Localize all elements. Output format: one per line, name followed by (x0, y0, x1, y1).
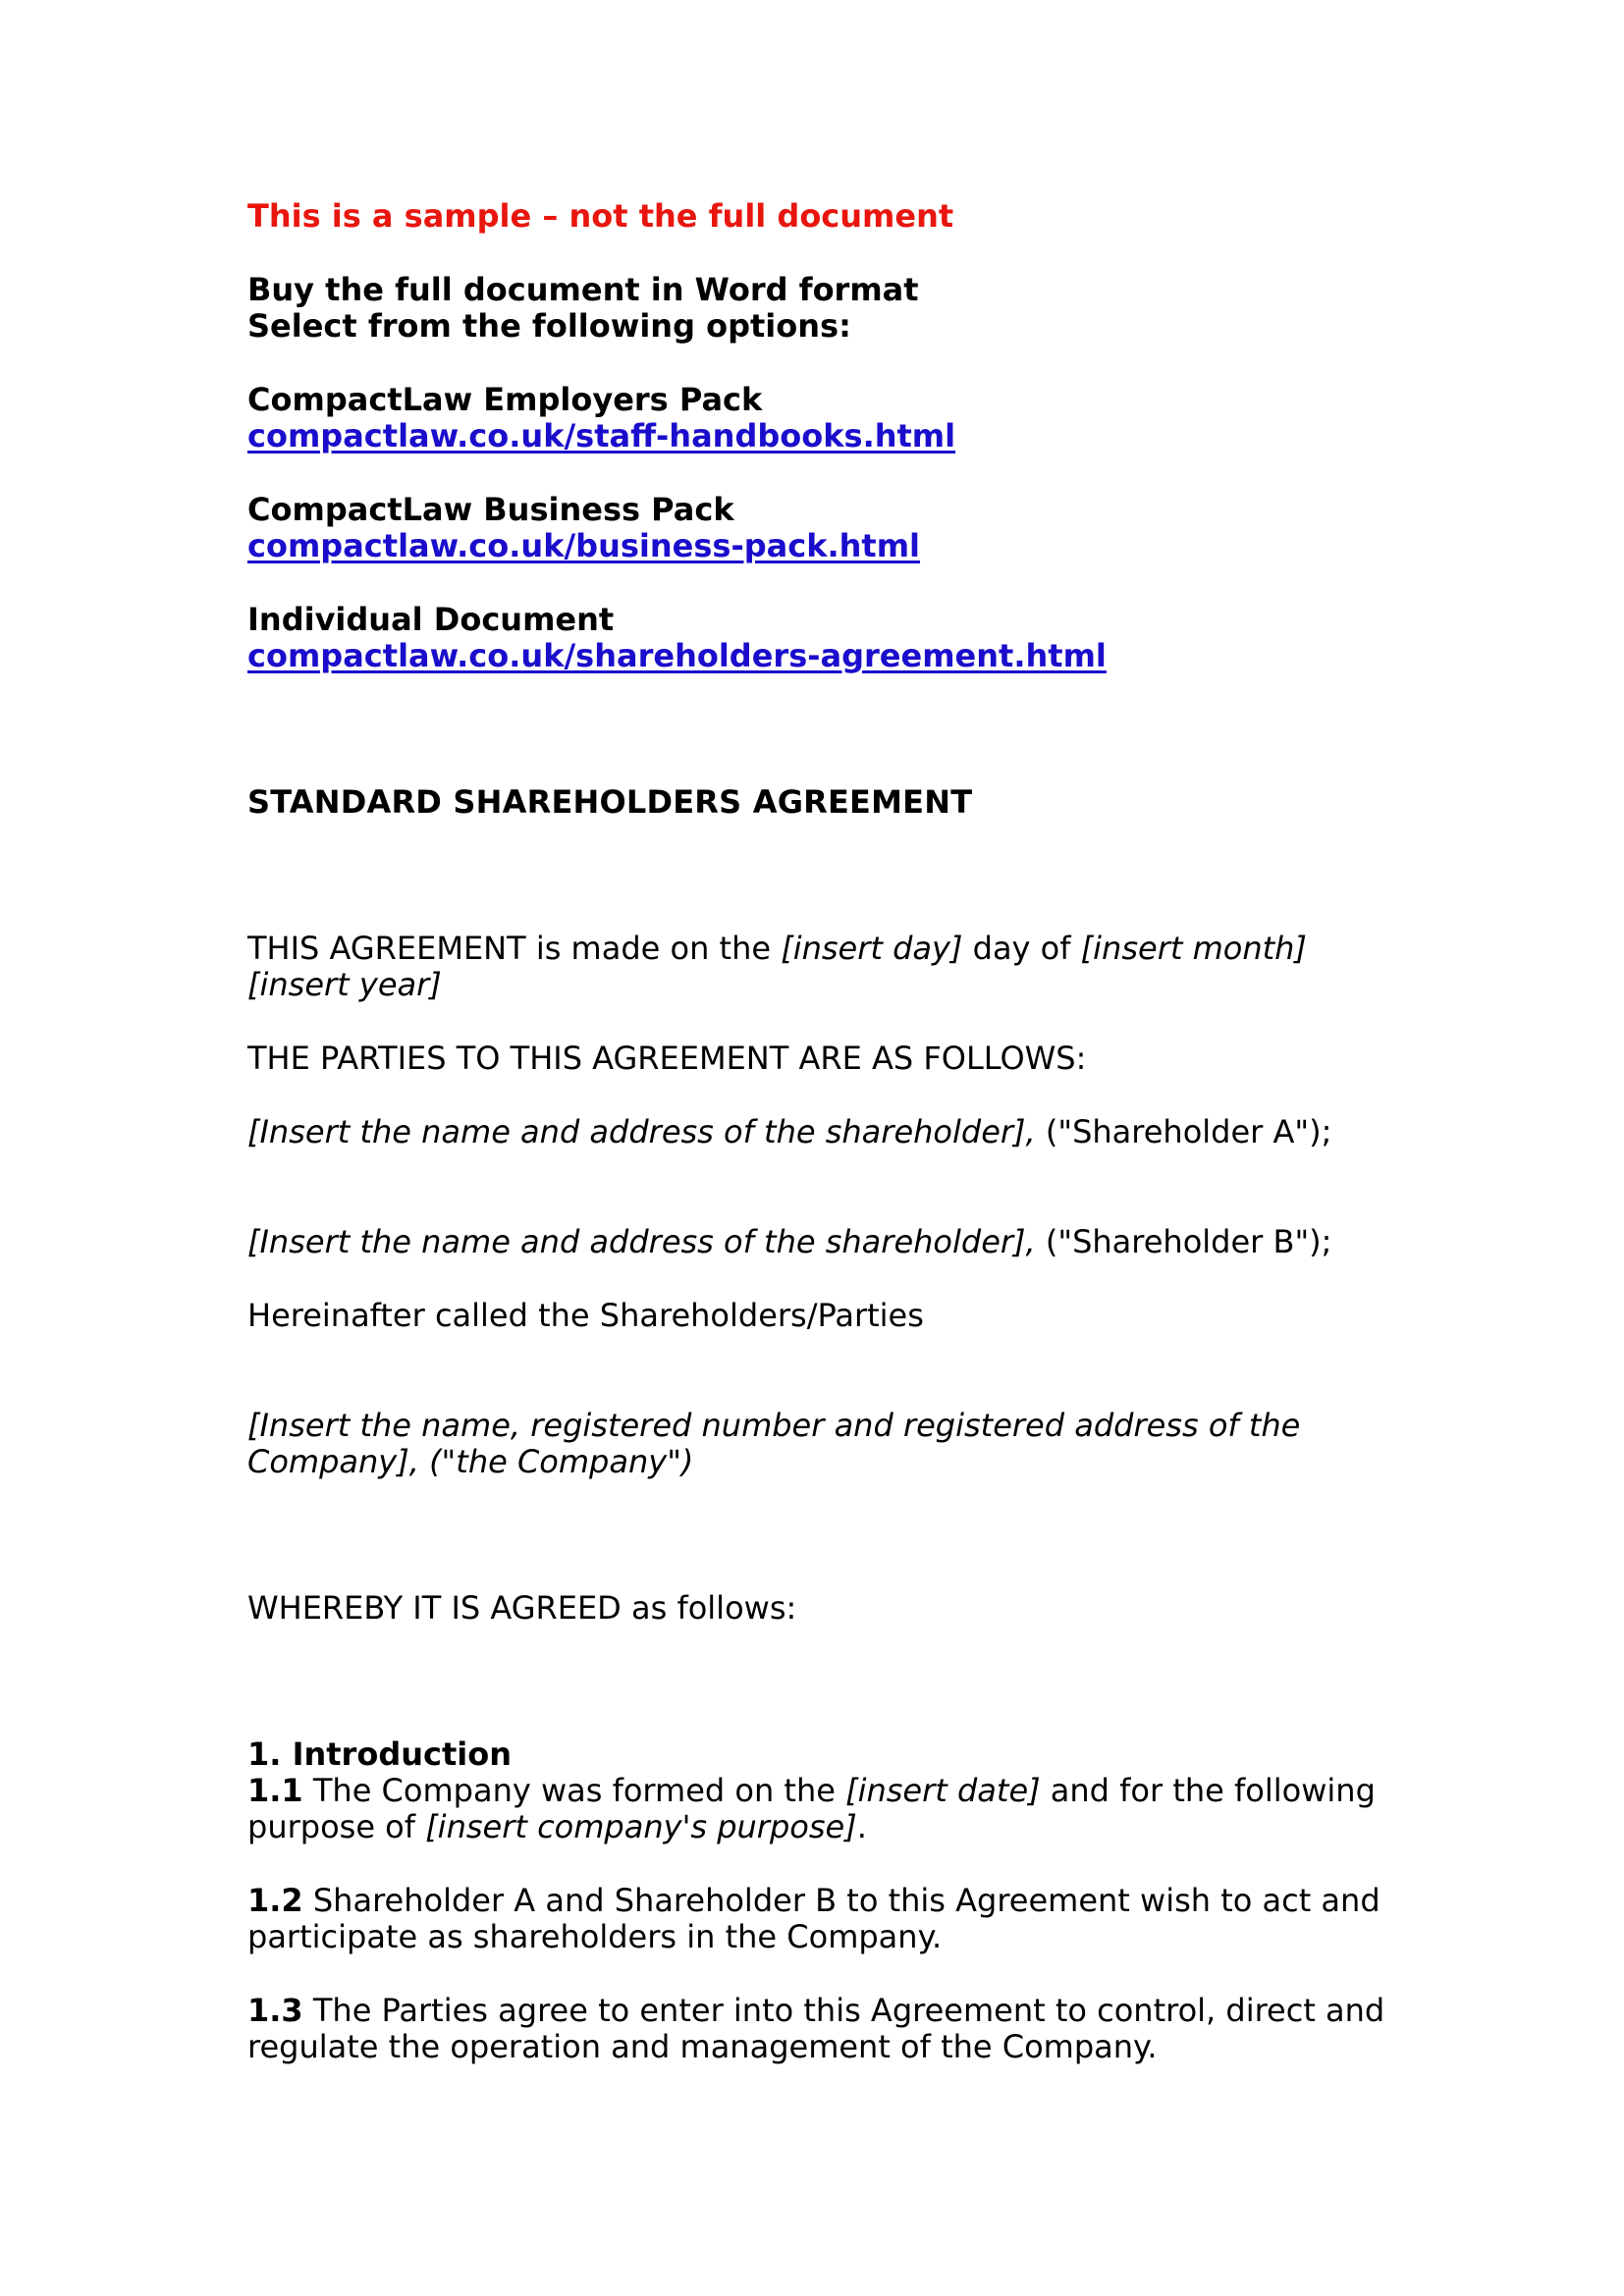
hereinafter-text: Hereinafter called the Shareholders/Parties (247, 1297, 924, 1334)
option-employers-pack-row (247, 418, 1377, 454)
buy-heading: Buy the full document in Word format (247, 271, 919, 308)
option-individual-document-row (247, 638, 1377, 674)
clause-1-3-text-1: The Parties agree to enter into this Agreement to control, direct and (302, 1992, 1385, 2029)
shareholder-a-label: ("Shareholder A"); (1035, 1113, 1332, 1150)
section-1-heading: 1. Introduction (247, 1735, 512, 1773)
agreement-date-text-2: day of (962, 930, 1081, 967)
parties-heading: THE PARTIES TO THIS AGREEMENT ARE AS FOLLOWS: (247, 1040, 1087, 1077)
insert-month-placeholder: [insert month] (1080, 930, 1307, 967)
clause-1-2-number: 1.2 (247, 1882, 303, 1919)
shareholder-b-placeholder: [Insert the name and address of the shareholder], (247, 1223, 1036, 1260)
company-placeholder-line1: [Insert the name, registered number and registered address of the (247, 1407, 1301, 1444)
option-business-pack-link[interactable]: compactlaw.co.uk/business-pack.html (247, 527, 921, 564)
insert-year-placeholder: [insert year] (247, 966, 442, 1003)
agreement-date-text-1: THIS AGREEMENT is made on the (247, 930, 782, 967)
option-individual-document-name: Individual Document (247, 601, 615, 638)
clause-1-1-text-4: . (856, 1808, 867, 1845)
clause-1-2-line1 (247, 1882, 1380, 1919)
clause-1-1-text-2: and for the following (1040, 1772, 1376, 1809)
option-individual-document-link[interactable]: compactlaw.co.uk/shareholders-agreement.html (247, 637, 1107, 674)
option-business-pack-name: CompactLaw Business Pack (247, 491, 734, 528)
whereby-text: WHEREBY IT IS AGREED as follows: (247, 1589, 797, 1627)
option-employers-pack-link[interactable]: compactlaw.co.uk/staff-handbooks.html (247, 417, 956, 454)
clause-1-3-line2: regulate the operation and management of the Company. (247, 2028, 1158, 2065)
insert-day-placeholder: [insert day] (781, 930, 963, 967)
clause-1-3-line1 (247, 1992, 1385, 2029)
option-employers-pack-name: CompactLaw Employers Pack (247, 381, 763, 418)
option-business-pack-row (247, 528, 1377, 564)
document-title: STANDARD SHAREHOLDERS AGREEMENT (247, 783, 973, 821)
clause-1-1-text-3: purpose of (247, 1808, 426, 1845)
clause-1-1-line2 (247, 1809, 1377, 1845)
clause-1-1-text-1: The Company was formed on the (302, 1772, 846, 1809)
clause-1-3-number: 1.3 (247, 1992, 303, 2029)
shareholder-b-label: ("Shareholder B"); (1035, 1223, 1332, 1260)
clause-1-1-line1 (247, 1773, 1377, 1809)
insert-date-placeholder: [insert date] (845, 1772, 1041, 1809)
shareholder-a-line (247, 1114, 1377, 1150)
shareholder-b-line (247, 1224, 1377, 1260)
company-placeholder-line2: Company], ("the Company") (247, 1443, 694, 1480)
buy-subheading: Select from the following options: (247, 307, 851, 345)
agreement-date-line1 (247, 931, 1377, 967)
insert-purpose-placeholder: [insert company's purpose] (425, 1808, 857, 1845)
clause-1-2-line2: participate as shareholders in the Company. (247, 1918, 943, 1955)
sample-notice: This is a sample – not the full document (247, 197, 954, 235)
clause-1-2-text-1: Shareholder A and Shareholder B to this Agreement wish to act and (302, 1882, 1380, 1919)
clause-1-1-number: 1.1 (247, 1772, 303, 1809)
shareholder-a-placeholder: [Insert the name and address of the shareholder], (247, 1113, 1036, 1150)
